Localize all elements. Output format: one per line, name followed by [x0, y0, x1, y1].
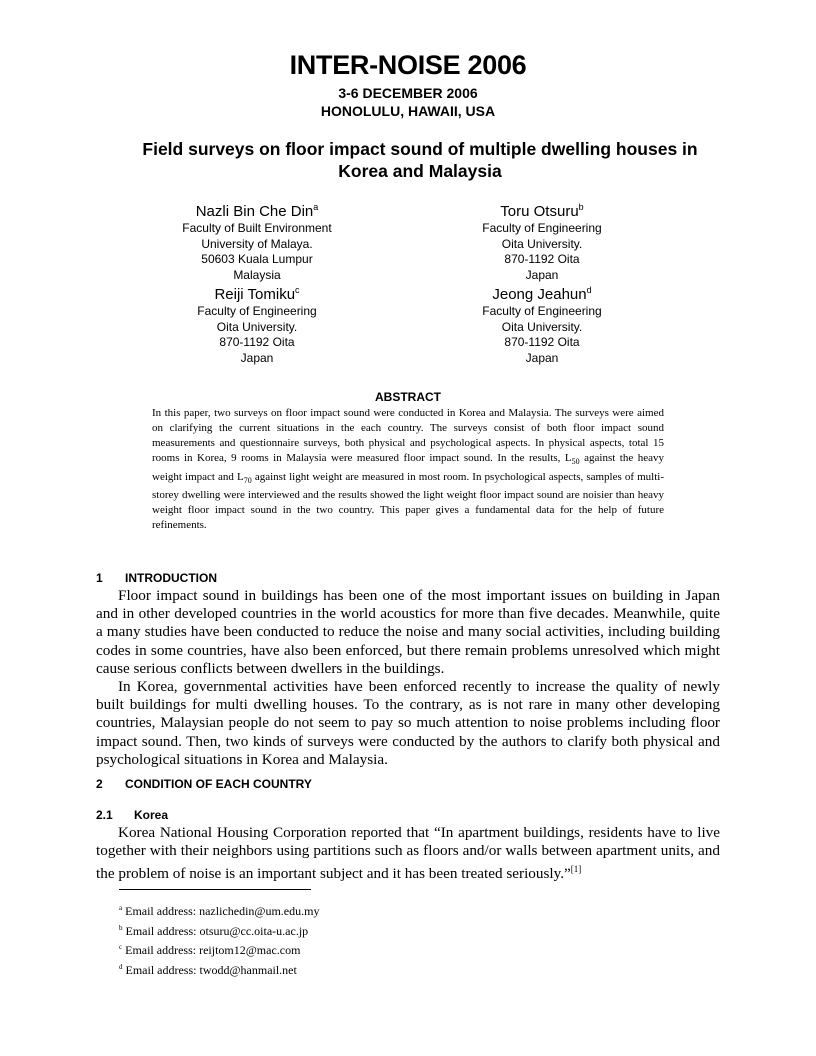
author-2	[412, 198, 672, 283]
body-paragraph	[96, 824, 720, 884]
footnote-text: Email address: nazlichedin@um.edu.my	[125, 904, 320, 918]
author-mark: d	[586, 285, 592, 295]
footnote-item	[119, 900, 619, 920]
footnote-mark: c	[119, 943, 123, 951]
author-affiliation: Japan	[525, 267, 559, 282]
author-affiliation: Oita University.	[216, 319, 298, 334]
author-mark: c	[295, 285, 300, 295]
body-paragraph: Floor impact sound in buildings has been one of the most important issues on building in Japan and in other developed countries in the world acoustics for more than five decades. Meanwhile, quite a many studies have been conducted to reduce the noise and many social activities, including building codes in some countries, have also been enforced, but there remain problems unresolved which might cause serious conflicts between dwellers in the buildings.	[96, 587, 720, 677]
abstract-subscript: 50	[571, 457, 580, 467]
section-number: 2	[96, 777, 103, 791]
author-affiliation: Faculty of Engineering	[482, 221, 602, 235]
section-title: INTRODUCTION	[125, 571, 217, 585]
abstract-text-part: In this paper, two surveys on floor impact sound were conducted in Korea and Malaysia. The surveys were aimed on clarifying the current situations in the each country. The surveys consist of both floor impact sound measurements and questionnaire surveys, both physical and psychological aspects. In physical aspects, total 15 rooms in Korea, 9 rooms in Malaysia were measured floor impact sound. In the results, L	[152, 407, 664, 465]
author-affiliation: Oita University.	[501, 319, 583, 334]
footnotes	[119, 900, 619, 978]
paper-title	[110, 138, 730, 182]
section-heading-introduction	[96, 571, 217, 585]
conference-location: HONOLULU, HAWAII, USA	[320, 103, 496, 119]
abstract-text	[152, 406, 664, 533]
author-affiliation: Oita University.	[501, 236, 583, 251]
author-name: Reiji Tomiku	[214, 286, 296, 303]
footnote-text: Email address: reijtom12@mac.com	[125, 943, 301, 957]
footnote-mark: d	[119, 962, 123, 971]
citation-reference[interactable]: [1]	[570, 864, 582, 875]
footnote-item	[119, 920, 619, 940]
author-name: Jeong Jeahun	[492, 286, 587, 303]
author-affiliation: Faculty of Engineering	[482, 304, 602, 318]
author-affiliation: Faculty of Engineering	[197, 304, 317, 318]
conference-date: 3-6 DECEMBER 2006	[338, 85, 478, 101]
author-affiliation: University of Malaya.	[201, 236, 313, 251]
section-number: 1	[96, 571, 103, 585]
author-name: Nazli Bin Che Din	[195, 203, 314, 220]
abstract-text-part: against light weight are measured in most room. In psychological aspects, samples of multi-storey dwelling were interviewed and the results showed the light weight floor impact sound are noisier than heavy weight floor impact sound in the two country. This paper gives a fundamental data for the help of future refinements.	[152, 470, 664, 532]
author-affiliation: 870-1192 Oita	[504, 252, 580, 266]
footnote-mark: b	[119, 923, 123, 932]
section-title: CONDITION OF EACH COUNTRY	[125, 777, 312, 791]
conference-title: INTER-NOISE 2006	[289, 50, 527, 80]
body-text: Korea National Housing Corporation reported that “In apartment buildings, residents have to live together with their neighbors using partitions such as floors and/or walls between apartment units, and the problem of noise is an important subject and it has been treated seriously.”	[96, 824, 720, 883]
abstract-subscript: 70	[243, 475, 252, 485]
footnote-mark: a	[119, 904, 123, 912]
author-1	[127, 198, 387, 283]
subsection-title: Korea	[134, 808, 169, 822]
author-affiliation: 870-1192 Oita	[504, 335, 580, 349]
footnote-item	[119, 959, 619, 979]
author-affiliation: Malaysia	[233, 267, 281, 282]
body-paragraph: In Korea, governmental activities have been enforced recently to increase the quality of newly built buildings for multi dwelling houses. To the contrary, as is not rare in many other developing countries, Malaysian people do not seem to pay so much attention to noise problems including floor impact sound. Then, two kinds of surveys were conducted by the authors to clarify both physical and psychological situations in Korea and Malaysia.	[96, 678, 720, 768]
author-name: Toru Otsuru	[500, 203, 579, 220]
abstract-heading: ABSTRACT	[375, 390, 441, 404]
author-affiliation: 50603 Kuala Lumpur	[201, 252, 313, 266]
footnote-text: Email address: otsuru@cc.oita-u.ac.jp	[125, 923, 309, 938]
author-mark: b	[578, 202, 584, 212]
footnote-text: Email address: twodd@hanmail.net	[125, 962, 297, 977]
paper-title-line2: Korea and Malaysia	[338, 161, 502, 181]
subsection-number: 2.1	[96, 808, 113, 822]
subsection-heading-korea	[96, 808, 168, 822]
author-affiliation: Japan	[525, 350, 559, 365]
author-affiliation: 870-1192 Oita	[219, 335, 295, 349]
author-4	[412, 281, 672, 366]
section-heading-condition	[96, 777, 312, 791]
abstract-text-part: against the heavy weight impact and L	[152, 452, 664, 483]
author-affiliation: Japan	[240, 350, 274, 365]
author-affiliation: Faculty of Built Environment	[182, 221, 332, 235]
footnote-item	[119, 939, 619, 959]
paper-title-line1: Field surveys on floor impact sound of multiple dwelling houses in	[142, 139, 698, 159]
author-mark: a	[313, 202, 319, 212]
footnote-divider	[119, 889, 311, 890]
author-3	[127, 281, 387, 366]
